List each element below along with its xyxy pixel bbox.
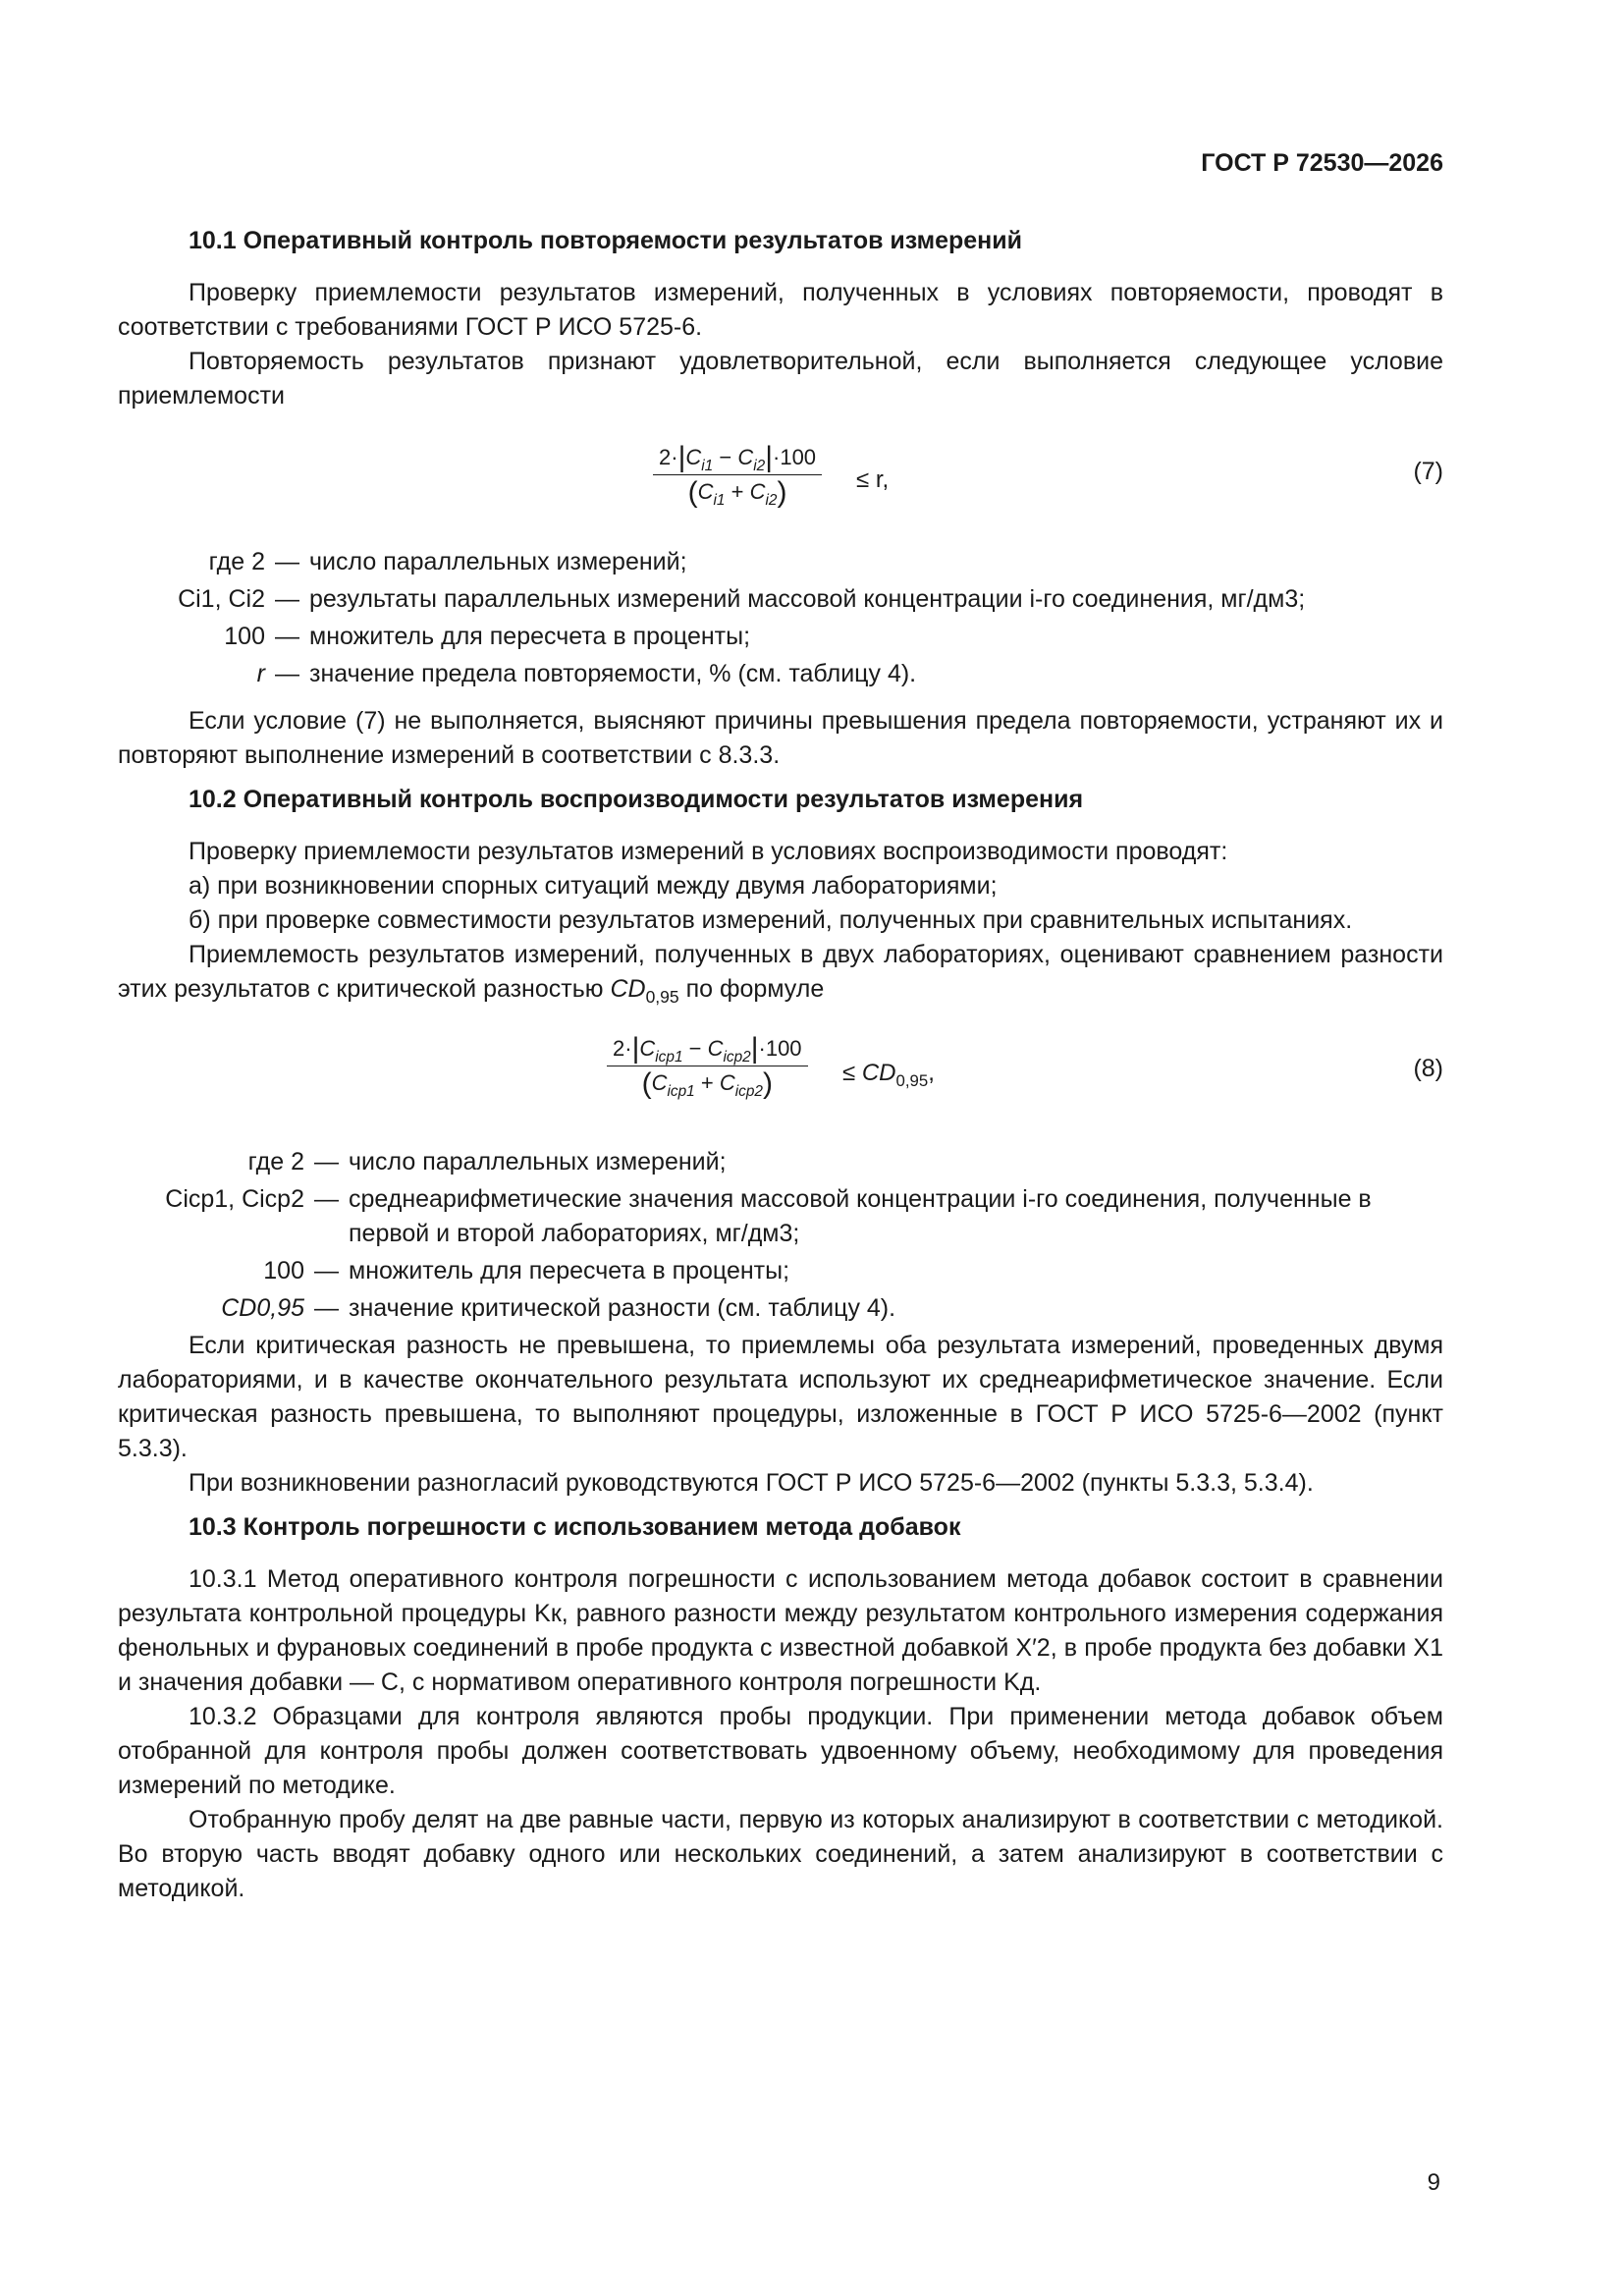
- f7-minus: −: [713, 445, 738, 469]
- f7-c1-den: C: [697, 479, 714, 504]
- page-number: 9: [1427, 2169, 1440, 2196]
- where-symbol: Ci1, Ci2: [178, 585, 265, 613]
- dash: —: [275, 623, 299, 650]
- f7-c1: C: [685, 445, 702, 469]
- where-text: значение предела повторяемости, % (см. таблицу 4).: [309, 660, 917, 687]
- formula-7: [118, 421, 1443, 537]
- formula-7-fraction: [653, 443, 822, 508]
- s103-paragraph-1: 10.3.1 Метод оперативного контроля погрешности с использованием метода добавок состоит в сравнении результата контрольной процедуры Kк, равного разности между результатом контрольного измерения содержания фенольных и фурановых соединений в пробе продукта с известной добавкой X′2, в пробе продукта без добавки X1 и значения добавки — C, с нормативом оперативного контроля погрешности Kд.: [118, 1565, 1443, 1696]
- f7-i2-den: i2: [765, 492, 778, 509]
- s102-where-row: [118, 1291, 1443, 1326]
- f8-plus: +: [694, 1070, 720, 1095]
- formula-8-rhs: [842, 1056, 935, 1090]
- f7-plus: +: [725, 479, 750, 504]
- s102-where-row: [118, 1254, 1443, 1288]
- s101-where-row: [118, 582, 1443, 617]
- f8-s1: iср1: [655, 1049, 683, 1066]
- dash: —: [275, 548, 299, 575]
- f7-i1: i1: [701, 458, 714, 474]
- s101-paragraph-1: Проверку приемлемости результатов измерений, полученных в условиях повторяемости, проводят в соответствии с требованиями ГОСТ Р ИСО 5725-6.: [118, 279, 1443, 341]
- where-text: множитель для пересчета в проценты;: [309, 623, 751, 650]
- f7-two: 2: [659, 445, 672, 469]
- s103-paragraph-3: Отобранную пробу делят на две равные части, первую из которых анализируют в соответствии с методикой. Во вторую часть вводят добавку одного или нескольких соединений, а затем анализируют в соответствии с методикой.: [118, 1806, 1443, 1902]
- s101-where-row: [118, 657, 1443, 691]
- f7-i2: i2: [753, 458, 766, 474]
- f8-c1: C: [639, 1036, 656, 1061]
- formula-8-fraction: [607, 1034, 808, 1099]
- s101-paragraph-2: Повторяемость результатов признают удовлетворительной, если выполняется следующее условие приемлемости: [118, 348, 1443, 410]
- where-symbol: Ciср1, Ciср2: [165, 1185, 304, 1213]
- f8-100: 100: [765, 1036, 802, 1061]
- section-10-2-title: 10.2 Оперативный контроль воспроизводимости результатов измерения: [189, 786, 1084, 813]
- s102-p2-cd-sub: 0,95: [645, 987, 679, 1007]
- dash: —: [314, 1294, 339, 1322]
- s102-paragraph-2: [118, 938, 1443, 1007]
- page-content: [118, 224, 1443, 1906]
- where-symbol: 100: [224, 623, 265, 650]
- f8-s2: iср2: [723, 1049, 751, 1066]
- formula-8: [118, 1014, 1443, 1137]
- s101-where-row: [118, 620, 1443, 654]
- where-text: множитель для пересчета в проценты;: [349, 1257, 790, 1285]
- where-symbol: где 2: [208, 548, 265, 575]
- s102-where-row: [118, 1145, 1443, 1179]
- f8-le: ≤: [842, 1060, 862, 1086]
- f7-i1-den: i1: [713, 492, 726, 509]
- f7-c2-den: C: [749, 479, 766, 504]
- f8-minus: −: [682, 1036, 708, 1061]
- dash: —: [275, 585, 299, 613]
- formula-7-number: (7): [1413, 458, 1443, 485]
- where-text: среднеарифметические значения массовой концентрации i-го соединения, полученные в первой и второй лабораториях, мг/дм3;: [349, 1185, 1372, 1247]
- f8-two: 2: [613, 1036, 625, 1061]
- where-symbol: r: [256, 660, 265, 687]
- s102-where-block: [118, 1145, 1443, 1326]
- f8-comma: ,: [928, 1060, 935, 1086]
- f8-s2-den: iср2: [734, 1083, 763, 1100]
- f7-c2: C: [737, 445, 754, 469]
- where-symbol: где 2: [247, 1148, 304, 1175]
- dash: —: [275, 660, 299, 687]
- formula-7-denominator: $(C_{i1} + C_{i2})$: [687, 476, 787, 509]
- formula-8-number: (8): [1413, 1055, 1443, 1082]
- section-10-1-title: 10.1 Оперативный контроль повторяемости результатов измерений: [189, 227, 1022, 254]
- where-text: результаты параллельных измерений массовой концентрации i-го соединения, мг/дм3;: [309, 585, 1306, 613]
- section-10-3-title: 10.3 Контроль погрешности с использованием метода добавок: [189, 1513, 961, 1541]
- dash: —: [314, 1185, 339, 1213]
- s102-paragraph-3: Если критическая разность не превышена, то приемлемы оба результата измерений, проведенных двумя лабораториями, и в качестве окончательного результата используют их среднеарифметическое значение. Если критическая разность превышена, то выполняют процедуры, изложенные в ГОСТ Р ИСО 5725-6—2002 (пункт 5.3.3).: [118, 1332, 1443, 1462]
- where-symbol: CD0,95: [221, 1294, 304, 1322]
- where-text: число параллельных измерений;: [309, 548, 687, 575]
- formula-8-denominator: $(C_{iср1} + C_{iср2})$: [641, 1067, 773, 1100]
- dash: —: [314, 1148, 339, 1175]
- formula-7-rhs: ≤ r,: [856, 466, 890, 493]
- where-text: число параллельных измерений;: [349, 1148, 727, 1175]
- s102-p2-start: Приемлемость результатов измерений, полученных в двух лабораториях, оценивают сравнением разности этих результатов с критической разностью: [118, 941, 1443, 1003]
- formula-7-numerator: $2\cdot|C_{i1} - C_{i2}|\cdot 100$: [653, 443, 822, 475]
- s102-p2-end: по формуле: [678, 975, 825, 1003]
- s102-paragraph-4: При возникновении разногласий руководствуются ГОСТ Р ИСО 5725-6—2002 (пункты 5.3.3, 5.3.4).: [189, 1469, 1314, 1497]
- s101-where-row: [118, 545, 1443, 579]
- formula-8-numerator: $2\cdot|C_{iср1} - C_{iср2}|\cdot 100$: [607, 1034, 808, 1066]
- s102-paragraph-1: Проверку приемлемости результатов измерений в условиях воспроизводимости проводят:: [189, 838, 1228, 865]
- s102-where-row: [118, 1182, 1443, 1251]
- s102-p2-cd: CD: [610, 975, 646, 1003]
- f8-cd: CD: [861, 1060, 896, 1086]
- document-code-header: ГОСТ Р 72530—2026: [1201, 149, 1443, 177]
- s101-paragraph-3: Если условие (7) не выполняется, выясняют причины превышения предела повторяемости, устраняют их и повторяют выполнение измерений в соответствии с 8.3.3.: [118, 707, 1443, 769]
- f8-s1-den: iср1: [667, 1083, 695, 1100]
- where-text: значение критической разности (см. таблицу 4).: [349, 1294, 896, 1322]
- f8-c2-den: C: [719, 1070, 735, 1095]
- where-symbol: 100: [263, 1257, 304, 1285]
- s102-item-a: а) при возникновении спорных ситуаций между двумя лабораториями;: [189, 872, 998, 900]
- s102-item-b: б) при проверке совместимости результатов измерений, полученных при сравнительных испытаниях.: [189, 906, 1353, 934]
- f8-cd-sub: 0,95: [895, 1071, 929, 1090]
- f7-100: 100: [780, 445, 817, 469]
- f8-c2: C: [707, 1036, 724, 1061]
- f8-c1-den: C: [651, 1070, 668, 1095]
- dash: —: [314, 1257, 339, 1285]
- s103-paragraph-2: 10.3.2 Образцами для контроля являются пробы продукции. При применении метода добавок объем отобранной для контроля пробы должен соответствовать удвоенному объему, необходимому для проведения измерений по методике.: [118, 1703, 1443, 1799]
- s101-where-block: [118, 545, 1443, 691]
